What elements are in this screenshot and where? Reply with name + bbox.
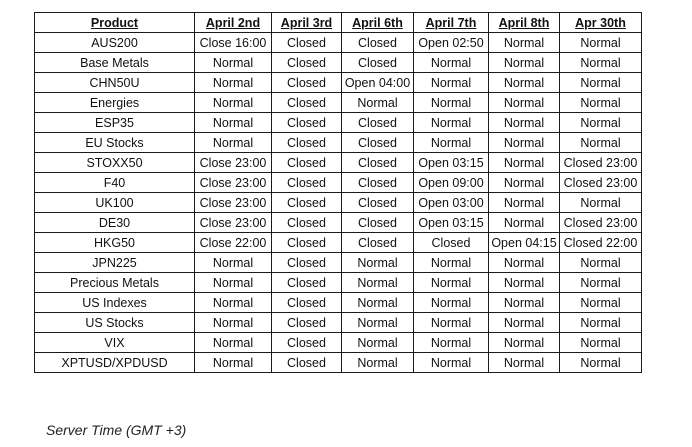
product-cell: JPN225 xyxy=(35,253,195,273)
schedule-cell: Close 23:00 xyxy=(195,193,272,213)
table-row xyxy=(35,53,642,73)
schedule-cell: Close 22:00 xyxy=(195,233,272,253)
schedule-cell: Normal xyxy=(195,133,272,153)
schedule-cell: Normal xyxy=(489,53,560,73)
schedule-cell: Normal xyxy=(560,313,642,333)
schedule-cell: Normal xyxy=(342,273,414,293)
schedule-cell: Normal xyxy=(489,193,560,213)
schedule-cell: Closed xyxy=(272,173,342,193)
table-row xyxy=(35,153,642,173)
product-cell: VIX xyxy=(35,333,195,353)
schedule-cell: Normal xyxy=(489,313,560,333)
schedule-cell: Normal xyxy=(560,193,642,213)
schedule-cell: Normal xyxy=(560,93,642,113)
schedule-cell: Normal xyxy=(342,313,414,333)
schedule-cell: Normal xyxy=(560,53,642,73)
schedule-cell: Normal xyxy=(342,333,414,353)
table-row xyxy=(35,113,642,133)
schedule-cell: Normal xyxy=(560,33,642,53)
schedule-cell: Normal xyxy=(195,253,272,273)
column-header-6: Apr 30th xyxy=(560,13,642,33)
schedule-cell: Normal xyxy=(489,293,560,313)
schedule-cell: Closed xyxy=(272,353,342,373)
table-row xyxy=(35,273,642,293)
table-row xyxy=(35,133,642,153)
schedule-cell: Open 03:00 xyxy=(414,193,489,213)
column-header-3: April 6th xyxy=(342,13,414,33)
schedule-cell: Normal xyxy=(560,253,642,273)
schedule-cell: Closed xyxy=(342,233,414,253)
schedule-cell: Normal xyxy=(489,273,560,293)
schedule-cell: Normal xyxy=(489,153,560,173)
table-body xyxy=(35,33,642,373)
product-cell: Base Metals xyxy=(35,53,195,73)
schedule-cell: Closed xyxy=(272,113,342,133)
schedule-cell: Closed xyxy=(342,153,414,173)
schedule-cell: Normal xyxy=(414,133,489,153)
schedule-cell: Closed xyxy=(272,293,342,313)
schedule-cell: Normal xyxy=(414,293,489,313)
schedule-cell: Closed xyxy=(272,313,342,333)
product-cell: EU Stocks xyxy=(35,133,195,153)
schedule-cell: Normal xyxy=(342,253,414,273)
product-cell: UK100 xyxy=(35,193,195,213)
product-cell: CHN50U xyxy=(35,73,195,93)
schedule-cell: Normal xyxy=(560,133,642,153)
product-cell: AUS200 xyxy=(35,33,195,53)
schedule-cell: Open 04:15 xyxy=(489,233,560,253)
holiday-schedule-table xyxy=(34,12,642,373)
schedule-cell: Closed xyxy=(342,33,414,53)
column-header-0: Product xyxy=(35,13,195,33)
product-cell: Energies xyxy=(35,93,195,113)
schedule-cell: Closed xyxy=(272,213,342,233)
schedule-cell: Normal xyxy=(195,273,272,293)
schedule-cell: Closed xyxy=(272,233,342,253)
table-row xyxy=(35,73,642,93)
schedule-cell: Normal xyxy=(195,53,272,73)
schedule-cell: Normal xyxy=(489,133,560,153)
table-row xyxy=(35,213,642,233)
schedule-cell: Normal xyxy=(489,253,560,273)
schedule-cell: Normal xyxy=(560,273,642,293)
table-row xyxy=(35,333,642,353)
product-cell: HKG50 xyxy=(35,233,195,253)
schedule-cell: Normal xyxy=(489,333,560,353)
schedule-cell: Normal xyxy=(560,293,642,313)
schedule-cell: Normal xyxy=(195,293,272,313)
schedule-cell: Closed xyxy=(272,193,342,213)
schedule-cell: Normal xyxy=(560,73,642,93)
schedule-cell: Normal xyxy=(414,53,489,73)
schedule-cell: Normal xyxy=(342,293,414,313)
schedule-cell: Closed xyxy=(342,193,414,213)
schedule-cell: Open 03:15 xyxy=(414,153,489,173)
product-cell: F40 xyxy=(35,173,195,193)
schedule-cell: Closed xyxy=(342,53,414,73)
schedule-cell: Closed xyxy=(272,153,342,173)
schedule-cell: Closed xyxy=(272,53,342,73)
table-header-row xyxy=(35,13,642,33)
product-cell: DE30 xyxy=(35,213,195,233)
schedule-cell: Normal xyxy=(414,253,489,273)
table-row xyxy=(35,93,642,113)
schedule-cell: Closed xyxy=(272,93,342,113)
schedule-cell: Normal xyxy=(414,313,489,333)
schedule-cell: Normal xyxy=(195,73,272,93)
product-cell: Precious Metals xyxy=(35,273,195,293)
schedule-cell: Normal xyxy=(489,113,560,133)
column-header-5: April 8th xyxy=(489,13,560,33)
schedule-cell: Closed xyxy=(272,73,342,93)
schedule-cell: Closed xyxy=(342,133,414,153)
schedule-cell: Open 04:00 xyxy=(342,73,414,93)
schedule-cell: Normal xyxy=(195,93,272,113)
table-row xyxy=(35,313,642,333)
product-cell: STOXX50 xyxy=(35,153,195,173)
schedule-cell: Normal xyxy=(489,173,560,193)
schedule-cell: Normal xyxy=(414,73,489,93)
schedule-cell: Closed xyxy=(414,233,489,253)
schedule-cell: Close 23:00 xyxy=(195,173,272,193)
schedule-cell: Closed xyxy=(272,273,342,293)
schedule-cell: Normal xyxy=(489,73,560,93)
table-row xyxy=(35,353,642,373)
schedule-cell: Close 23:00 xyxy=(195,213,272,233)
schedule-cell: Closed xyxy=(342,213,414,233)
schedule-cell: Normal xyxy=(414,353,489,373)
schedule-cell: Normal xyxy=(560,353,642,373)
column-header-1: April 2nd xyxy=(195,13,272,33)
schedule-cell: Normal xyxy=(489,93,560,113)
schedule-cell: Normal xyxy=(195,113,272,133)
schedule-cell: Normal xyxy=(489,213,560,233)
schedule-cell: Close 23:00 xyxy=(195,153,272,173)
schedule-cell: Normal xyxy=(195,333,272,353)
table-row xyxy=(35,253,642,273)
table-row xyxy=(35,193,642,213)
schedule-cell: Normal xyxy=(195,353,272,373)
product-cell: US Stocks xyxy=(35,313,195,333)
table-row xyxy=(35,293,642,313)
schedule-cell: Normal xyxy=(342,93,414,113)
schedule-cell: Closed xyxy=(272,33,342,53)
schedule-cell: Closed xyxy=(272,333,342,353)
schedule-cell: Normal xyxy=(342,353,414,373)
table-row xyxy=(35,173,642,193)
schedule-cell: Normal xyxy=(414,113,489,133)
schedule-cell: Normal xyxy=(195,313,272,333)
column-header-4: April 7th xyxy=(414,13,489,33)
schedule-cell: Closed xyxy=(342,113,414,133)
schedule-cell: Closed xyxy=(272,253,342,273)
table-row xyxy=(35,233,642,253)
product-cell: ESP35 xyxy=(35,113,195,133)
schedule-cell: Open 09:00 xyxy=(414,173,489,193)
schedule-cell: Normal xyxy=(560,333,642,353)
schedule-cell: Closed 22:00 xyxy=(560,233,642,253)
schedule-cell: Normal xyxy=(560,113,642,133)
schedule-cell: Closed 23:00 xyxy=(560,173,642,193)
schedule-cell: Closed xyxy=(272,133,342,153)
product-cell: US Indexes xyxy=(35,293,195,313)
schedule-cell: Closed 23:00 xyxy=(560,153,642,173)
schedule-cell: Normal xyxy=(414,273,489,293)
schedule-cell: Normal xyxy=(414,333,489,353)
table-row xyxy=(35,33,642,53)
schedule-cell: Open 03:15 xyxy=(414,213,489,233)
schedule-cell: Close 16:00 xyxy=(195,33,272,53)
schedule-cell: Closed 23:00 xyxy=(560,213,642,233)
schedule-cell: Normal xyxy=(414,93,489,113)
schedule-cell: Open 02:50 xyxy=(414,33,489,53)
column-header-2: April 3rd xyxy=(272,13,342,33)
schedule-cell: Closed xyxy=(342,173,414,193)
schedule-cell: Normal xyxy=(489,353,560,373)
product-cell: XPTUSD/XPDUSD xyxy=(35,353,195,373)
schedule-cell: Normal xyxy=(489,33,560,53)
server-time-note: Server Time (GMT +3) xyxy=(46,422,187,438)
